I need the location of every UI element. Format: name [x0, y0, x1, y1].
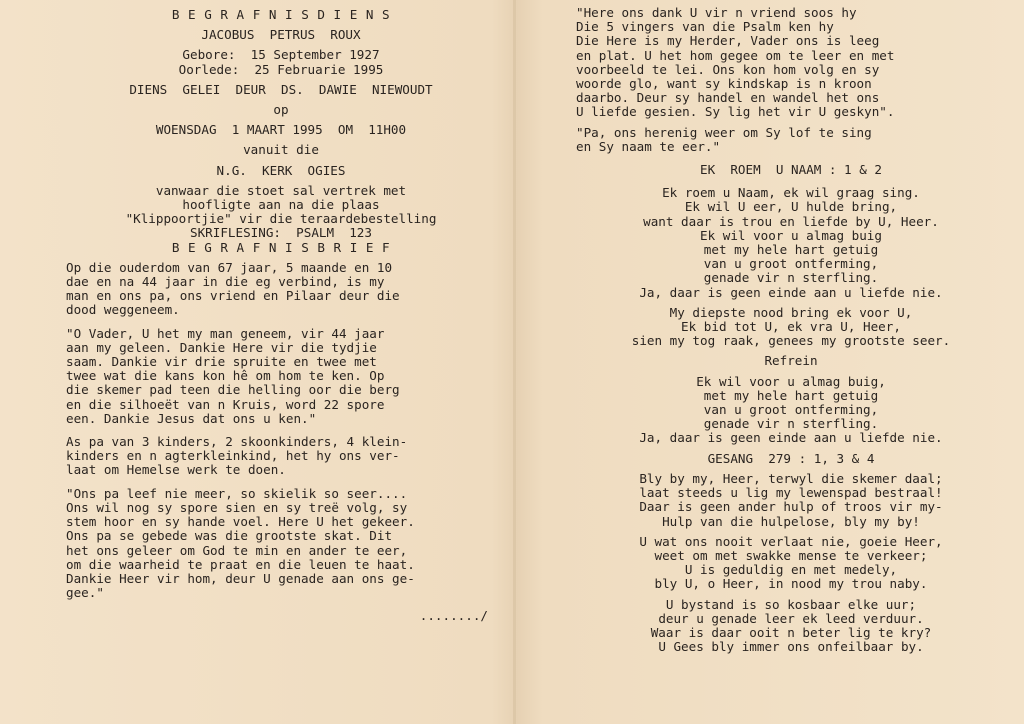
letter-paragraph-1: Op die ouderdom van 67 jaar, 5 maande en 10 dae en na 44 jaar in die eg verbind, is my man en ons pa, ons vriend en Pilaar deur die dood weggeneem.	[66, 259, 400, 318]
letter-title: B E G R A F N I S B R I E F	[171, 239, 391, 255]
hymn-2-verse-2: U wat ons nooit verlaat nie, goeie Heer, weet om met swakke mense te verkeer; U is geduldig en met medely, bly U, o Heer, in nood my trou naby.	[639, 533, 943, 592]
service-date: WOENSDAG 1 MAART 1995 OM 11H00	[155, 122, 407, 138]
tribute-paragraph-2: "Pa, ons herenig weer om Sy lof te sing en Sy naam te eer."	[576, 124, 872, 154]
hymn-1-title: EK ROEM U NAAM : 1 & 2	[700, 162, 882, 178]
vanuit-label: vanuit die	[243, 142, 319, 158]
refrain-title: Refrein	[764, 353, 818, 369]
hymn-1-verse-2: My diepste nood bring ek voor U, Ek bid tot U, ek vra U, Heer, sien my tog raak, genees my grootste seer.	[631, 304, 951, 349]
page-fold	[513, 0, 516, 724]
letter-paragraph-3: As pa van 3 kinders, 2 skoonkinders, 4 klein- kinders en n agterkleinkind, het hy ons ver- laat om Hemelse werk te doen.	[66, 434, 408, 478]
service-title: B E G R A F N I S D I E N S	[171, 7, 391, 22]
signature-mark: ......../	[419, 608, 488, 624]
departure-info: vanwaar die stoet sal vertrek met hoofligte aan na die plaas "Klippoortjie" vir die teraardebestelling	[125, 182, 437, 227]
op-label: op	[273, 102, 289, 118]
letter-paragraph-2: "O Vader, U het my man geneem, vir 44 jaar aan my geleen. Dankie Here vir die tydjie saam. Dankie vir drie spruite en twee met twee wat die kans kon hê om hom te ken. Op die skemer pad teen die helling oor die berg en die silhoeët van n Kruis, word 22 spore een. Dankie Jesus dat ons u ken."	[66, 325, 400, 426]
officiant: DIENS GELEI DEUR DS. DAWIE NIEWOUDT	[129, 81, 433, 97]
death-date: Oorlede: 25 Februarie 1995	[178, 61, 384, 77]
hymn-1-verse-1: Ek roem u Naam, ek wil graag sing. Ek wil U eer, U hulde bring, want daar is trou en liefde by U, Heer. Ek wil voor u almag buig met my hele hart getuig van u groot ontferming, genade vir n sterfling. Ja, daar is geen einde aan u liefde nie.	[639, 185, 943, 300]
tribute-paragraph-1: "Here ons dank U vir n vriend soos hy Die 5 vingers van die Psalm ken hy Die Here is my Herder, Vader ons is leeg en plat. U het hom gegee om te leer en met voorbeeld te lei. Ons kon hom volg en sy woorde glo, want sy kindskap is n kroon daarbo. Deur sy handel en wandel het ons U liefde gesien. Sy lig het vir U geskyn".	[576, 5, 895, 120]
church-name: N.G. KERK OGIES	[216, 162, 346, 178]
birth-date: Gebore: 15 September 1927	[182, 47, 380, 63]
left-page	[66, 8, 496, 624]
scripture-reading: SKRIFLESING: PSALM 123	[190, 225, 372, 241]
hymn-2-verse-1: Bly by my, Heer, terwyl die skemer daal; laat steeds u lig my lewenspad bestraal! Daar is geen ander hulp of troos vir my- Hulp van die hulpelose, bly my by!	[639, 470, 943, 529]
hymn-2-verse-3: U bystand is so kosbaar elke uur; deur u genade leer ek leed verduur. Waar is daar ooit n beter lig te kry? U Gees bly immer ons onfeilbaar by.	[650, 596, 932, 655]
deceased-name: JACOBUS PETRUS ROUX	[201, 27, 361, 43]
right-page	[576, 6, 1006, 654]
letter-paragraph-4: "Ons pa leef nie meer, so skielik so seer.... Ons wil nog sy spore sien en sy treë volg, sy stem hoor en sy hande voel. Here U het gekeer. Ons pa se gebede was die grootste skat. Dit het ons geleer om God te min en ander te eer, om die waarheid te praat en die leuen te haat. Dankie Heer vir hom, deur U genade aan ons ge- gee."	[66, 485, 415, 601]
hymn-2-title: GESANG 279 : 1, 3 & 4	[707, 450, 875, 466]
refrain-verse: Ek wil voor u almag buig, met my hele hart getuig van u groot ontferming, genade vir n sterfling. Ja, daar is geen einde aan u liefde nie.	[639, 373, 943, 446]
